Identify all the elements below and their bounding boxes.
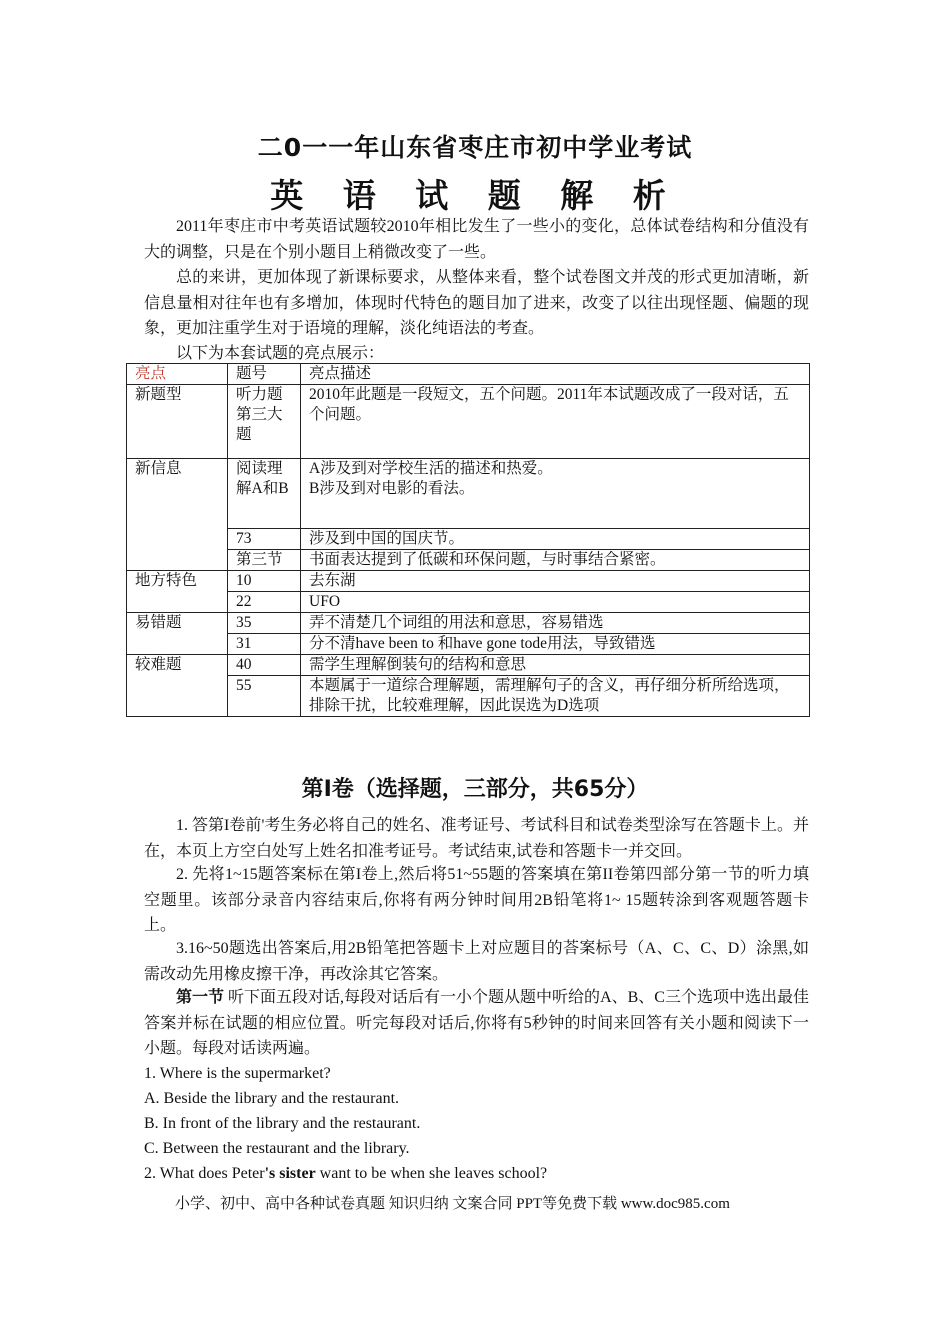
table-row [127, 613, 810, 634]
analysis-title: 英 语 试 题 解 析 [270, 176, 680, 215]
table-cell-number: 31 [228, 634, 301, 655]
table-header-number: 题号 [228, 364, 301, 385]
table-row [127, 529, 810, 550]
table-row [127, 634, 810, 655]
table-cell-number: 第三节 [228, 550, 301, 571]
table-row [127, 459, 810, 529]
table-cell-number: 10 [228, 571, 301, 592]
part-one-text: 听下面五段对话,每段对话后有一小个题从题中听给的A、B、C三个选项中选出最佳答案并标在试题的相应位置。听完每段对话后,你将有5秒钟的时间来回答有关小题和阅读下一小题。每段对话读两遍。 [144, 989, 809, 1057]
table-cell-description: 需学生理解倒装句的结构和意思 [301, 655, 810, 676]
table-cell-category: 新题型 [127, 385, 228, 459]
table-cell-category: 较难题 [127, 655, 228, 717]
option-b: B. In front of the library and the restaurant. [144, 1115, 421, 1132]
table-cell-number: 40 [228, 655, 301, 676]
question-2-end: want to be when she leaves school? [315, 1165, 548, 1182]
table-row [127, 550, 810, 571]
table-row [127, 592, 810, 613]
question-2-bold: 's sister [264, 1165, 316, 1182]
table-cell-description: 弄不清楚几个词组的用法和意思，容易错选 [301, 613, 810, 634]
table-cell-description: 分不清have been to 和have gone tode用法，导致错选 [301, 634, 810, 655]
table-row [127, 655, 810, 676]
table-cell-description: 书面表达提到了低碳和环保问题，与时事结合紧密。 [301, 550, 810, 571]
highlights-table [126, 363, 810, 717]
table-cell-number: 22 [228, 592, 301, 613]
table-cell-description: 2010年此题是一段短文，五个问题。2011年本试题改成了一段对话，五个问题。 [301, 385, 810, 459]
part-one-label: 第一节 [176, 989, 225, 1006]
intro-paragraph-3: 以下为本套试题的亮点展示： [176, 345, 385, 362]
instruction-3: 3.16~50题选出答案后,用2B铅笔把答题卡上对应题目的荅案标号（A、C、C、D）涂黑,如需改动先用橡皮擦干净，再改涂其它答案。 [144, 940, 809, 983]
option-c: C. Between the restaurant and the library. [144, 1140, 410, 1157]
table-cell-number: 35 [228, 613, 301, 634]
question-2-start: 2. What does Peter [144, 1165, 265, 1182]
table-cell-description: UFO [301, 592, 810, 613]
table-cell-category: 新信息 [127, 459, 228, 571]
table-header-description: 亮点描述 [301, 364, 810, 385]
table-cell-description: 本题属于一道综合理解题，需理解句子的含义，再仔细分析所给选项，排除干扰，比较难理解，因此误选为D选项 [301, 676, 810, 717]
table-cell-category: 易错题 [127, 613, 228, 655]
table-header-highlight: 亮点 [127, 364, 228, 385]
table-cell-number: 73 [228, 529, 301, 550]
table-cell-description: 去东湖 [301, 571, 810, 592]
table-cell-description: A涉及到对学校生活的描述和热爱。 B涉及到对电影的看法。 [301, 459, 810, 529]
question-1: 1. Where is the supermarket? [144, 1065, 331, 1082]
part-one-instructions [144, 985, 809, 1062]
exam-title: 二0一一年山东省枣庄市初中学业考试 [257, 133, 693, 162]
table-row [127, 676, 810, 717]
table-cell-description: 涉及到中国的国庆节。 [301, 529, 810, 550]
question-2 [144, 1161, 547, 1186]
table-header-row [127, 364, 810, 385]
table-row [127, 571, 810, 592]
section-title: 第I卷（选择题，三部分，共65分） [301, 777, 649, 802]
intro-paragraph-2: 总的来讲，更加体现了新课标要求，从整体来看，整个试卷图文并茂的形式更加清晰，新信息量相对往年也有多增加，体现时代特色的题目加了进来，改变了以往出现怪题、偏题的现象，更加注重学生对于语境的理解，淡化纯语法的考查。 [144, 269, 809, 337]
table-cell-number: 听力题第三大题 [228, 385, 301, 459]
instruction-2: 2. 先将1~15题答案标在第I卷上,然后将51~55题的答案填在第II卷第四部分第一节的听力填空题里。该部分录音内容结束后,你将有两分钟时间用2B铅笔将1~ 15题转涂到客观题答题卡上。 [144, 866, 809, 934]
page-footer: 小学、初中、高中各种试卷真题 知识归纳 文案合同 PPT等免费下载 www.doc985.com [175, 1196, 730, 1212]
instruction-1: 1. 答第I卷前'考生务必将自己的姓名、准考证号、考试科目和试卷类型涂写在答题卡上。并在，本页上方空白处写上姓名扣准考证号。考试结束,试卷和答题卡一并交回。 [144, 817, 809, 860]
table-row [127, 385, 810, 459]
table-cell-number: 55 [228, 676, 301, 717]
intro-paragraph-1: 2011年枣庄市中考英语试题较2010年相比发生了一些小的变化，总体试卷结构和分值没有大的调整，只是在个别小题目上稍微改变了一些。 [144, 218, 809, 261]
option-a: A. Beside the library and the restaurant. [144, 1090, 400, 1107]
table-cell-number: 阅读理解A和B [228, 459, 301, 529]
table-cell-category: 地方特色 [127, 571, 228, 613]
